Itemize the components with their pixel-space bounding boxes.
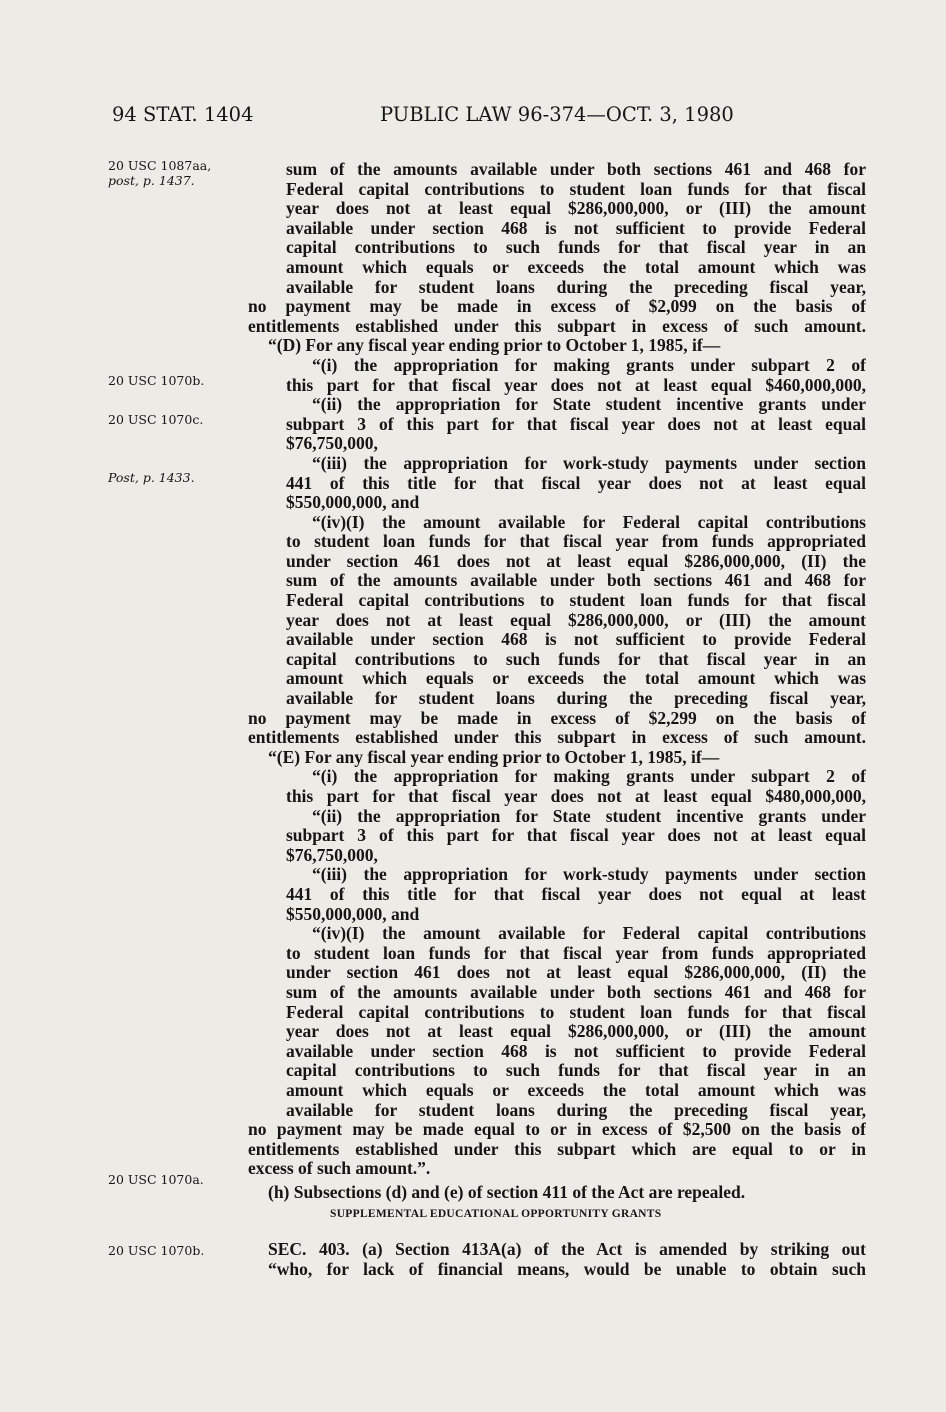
body-line: no payment may be made in excess of $2,299 on the basis of (248, 708, 866, 728)
body-line: 441 of this title for that fiscal year does not equal at least (286, 884, 866, 904)
body-line: this part for that fiscal year does not at least equal $460,000,000, (286, 375, 866, 395)
body-line: sum of the amounts available under both sections 461 and 468 for (286, 160, 866, 179)
body-line: capital contributions to such funds for that fiscal year in an (286, 1061, 866, 1081)
body-line: Federal capital contributions to student loan funds for that fiscal (286, 1002, 866, 1022)
body-line: under section 461 does not at least equal $286,000,000, (II) the (286, 963, 866, 983)
body-line: sum of the amounts available under both sections 461 and 468 for (286, 982, 866, 1002)
body-line: “(ii) the appropriation for State student incentive grants under (312, 395, 866, 415)
margin-note-citation: Post, p. 1433. (108, 470, 195, 485)
body-line: under section 461 does not at least equal $286,000,000, (II) the (286, 551, 866, 571)
section-heading: SUPPLEMENTAL EDUCATIONAL OPPORTUNITY GRANTS (330, 1208, 662, 1220)
margin-note-citation: 20 USC 1070c. (108, 412, 204, 427)
body-line: amount which equals or exceeds the total amount which was (286, 1080, 866, 1100)
body-line: available under section 468 is not sufficient to provide Federal (286, 218, 866, 238)
body-line: “(i) the appropriation for making grants under subpart 2 of (312, 767, 866, 787)
body-line: sum of the amounts available under both sections 461 and 468 for (286, 571, 866, 591)
body-line: 441 of this title for that fiscal year does not at least equal (286, 473, 866, 493)
statute-page-number: 94 STAT. 1404 (112, 103, 254, 126)
body-line: $76,750,000, (286, 434, 378, 454)
margin-note-line: 20 USC 1087aa, (108, 158, 212, 173)
body-line: subpart 3 of this part for that fiscal year does not at least equal (286, 414, 866, 434)
section-403-text (248, 1240, 866, 1279)
body-line: $76,750,000, (286, 845, 378, 865)
body-line: to student loan funds for that fiscal year from funds appropriated (286, 943, 866, 963)
body-line: entitlements established under this subpart in excess of such amount. (248, 728, 866, 748)
body-line: “(iv)(I) the amount available for Federal capital contributions (312, 512, 866, 532)
running-header-title: PUBLIC LAW 96-374—OCT. 3, 1980 (380, 103, 734, 126)
body-line: Federal capital contributions to student loan funds for that fiscal (286, 179, 866, 199)
body-line: subpart 3 of this part for that fiscal year does not at least equal (286, 826, 866, 846)
body-line: year does not at least equal $286,000,000, or (III) the amount (286, 199, 866, 219)
body-line: “(iii) the appropriation for work-study payments under section (312, 453, 866, 473)
body-line: available for student loans during the preceding fiscal year, (286, 1100, 866, 1120)
body-line: available under section 468 is not sufficient to provide Federal (286, 1041, 866, 1061)
body-line: available for student loans during the preceding fiscal year, (286, 277, 866, 297)
body-line: available for student loans during the preceding fiscal year, (286, 689, 866, 709)
body-line: year does not at least equal $286,000,000, or (III) the amount (286, 1022, 866, 1042)
statute-body-text (248, 160, 866, 1202)
body-line: $550,000,000, and (286, 904, 420, 924)
body-line: no payment may be made equal to or in excess of $2,500 on the basis of (248, 1120, 866, 1140)
body-line: capital contributions to such funds for that fiscal year in an (286, 649, 866, 669)
body-line: capital contributions to such funds for that fiscal year in an (286, 238, 866, 258)
body-line: (h) Subsections (d) and (e) of section 411 of the Act are repealed. (268, 1182, 746, 1202)
body-line: available under section 468 is not sufficient to provide Federal (286, 630, 866, 650)
body-line: amount which equals or exceeds the total amount which was (286, 257, 866, 277)
margin-note-citation: 20 USC 1070b. (108, 373, 205, 388)
body-line: “(ii) the appropriation for State student incentive grants under (312, 806, 866, 826)
margin-note-citation: 20 USC 1070b. (108, 1243, 205, 1258)
body-line: “(iv)(I) the amount available for Federal capital contributions (312, 924, 866, 944)
margin-note-line: post, p. 1437. (108, 173, 195, 188)
body-line: $550,000,000, and (286, 493, 420, 513)
body-line: “who, for lack of financial means, would be unable to obtain such (268, 1259, 866, 1279)
body-line: “(E) For any fiscal year ending prior to October 1, 1985, if— (268, 747, 720, 767)
body-line: no payment may be made in excess of $2,099 on the basis of (248, 297, 866, 317)
body-line: entitlements established under this subpart in excess of such amount. (248, 316, 866, 336)
body-line: year does not at least equal $286,000,000, or (III) the amount (286, 610, 866, 630)
body-line: “(iii) the appropriation for work-study payments under section (312, 865, 866, 885)
margin-note-citation: 20 USC 1070a. (108, 1172, 204, 1187)
body-line: to student loan funds for that fiscal year from funds appropriated (286, 532, 866, 552)
body-line: Federal capital contributions to student loan funds for that fiscal (286, 591, 866, 611)
body-line: “(i) the appropriation for making grants under subpart 2 of (312, 355, 866, 375)
body-line: excess of such amount.”. (248, 1159, 431, 1179)
body-line: entitlements established under this subpart which are equal to or in (248, 1139, 866, 1159)
body-line: “(D) For any fiscal year ending prior to October 1, 1985, if— (268, 336, 721, 356)
body-line: SEC. 403. (a) Section 413A(a) of the Act is amended by striking out (268, 1240, 866, 1259)
margin-note-citation (108, 158, 211, 188)
body-line: amount which equals or exceeds the total amount which was (286, 669, 866, 689)
body-line: this part for that fiscal year does not at least equal $480,000,000, (286, 787, 866, 806)
